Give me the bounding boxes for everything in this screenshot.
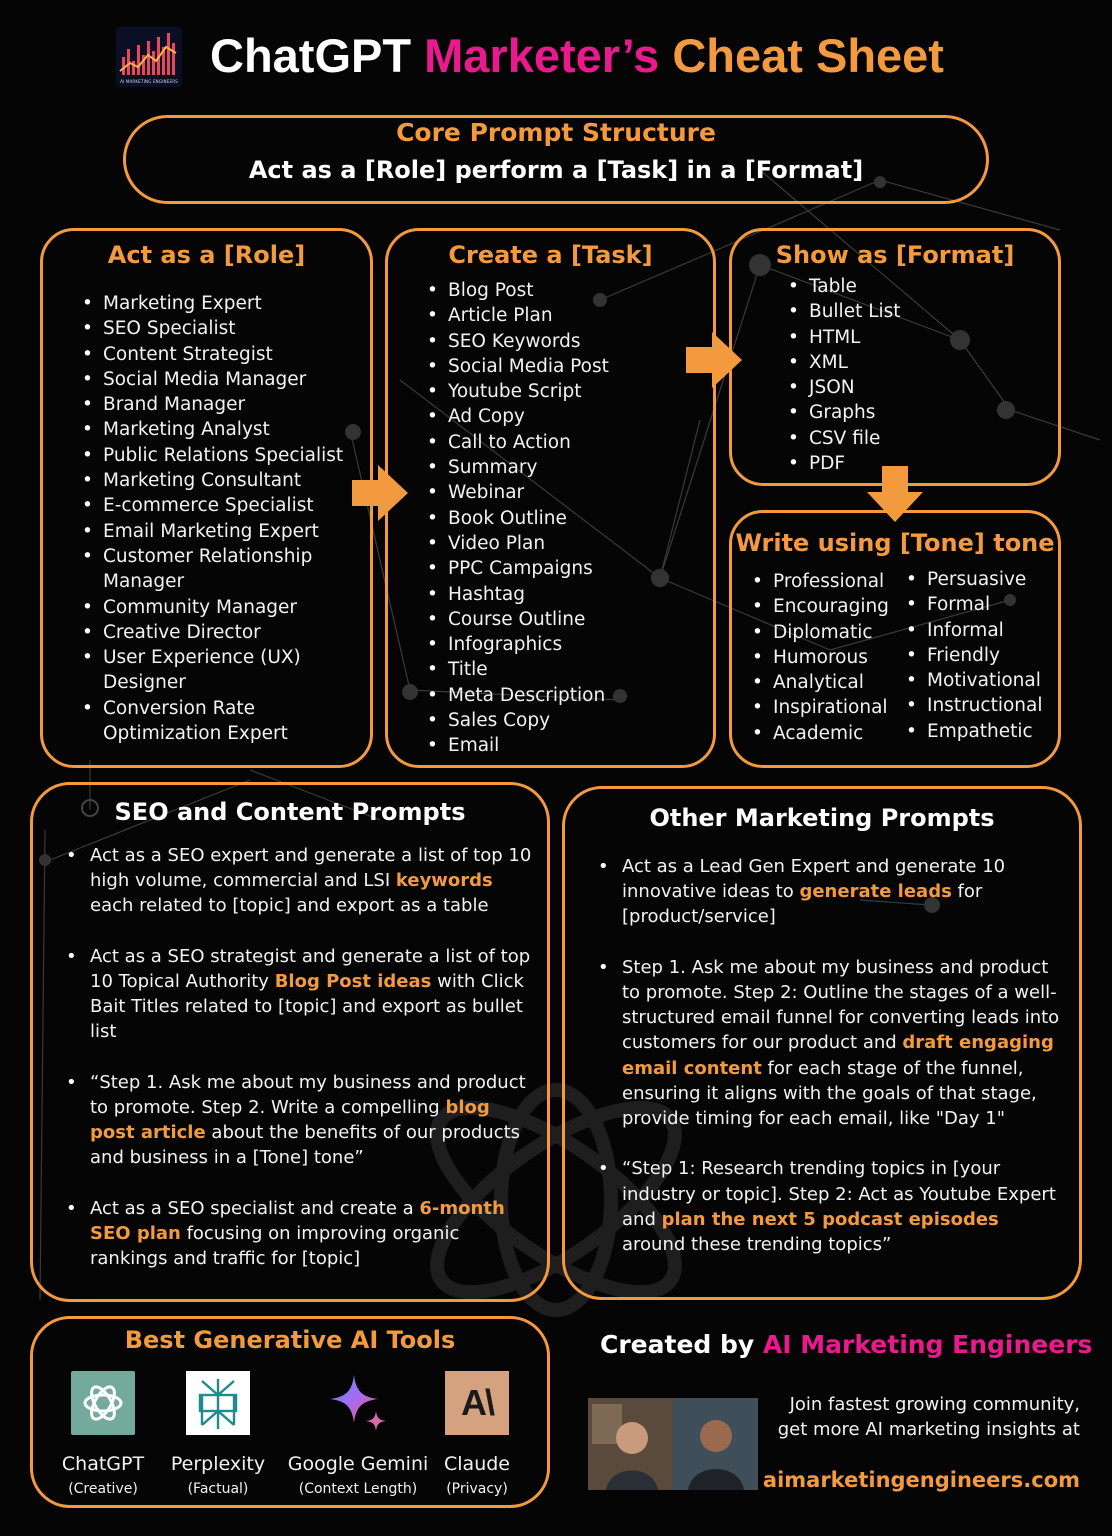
- list-item: • Email: [423, 733, 703, 758]
- core-prompt-title: Core Prompt Structure: [396, 118, 716, 147]
- format-box: [729, 228, 1061, 486]
- list-item: • HTML: [784, 325, 1034, 350]
- list-item: • Humorous: [748, 645, 908, 670]
- list-item: • Brand Manager: [78, 392, 358, 417]
- list-item: • Social Media Manager: [78, 367, 358, 392]
- tool-note: (Context Length): [298, 1481, 418, 1497]
- list-item: • Professional: [748, 569, 908, 594]
- list-item: • Diplomatic: [748, 620, 908, 645]
- role-list: [78, 291, 358, 746]
- role-title: Act as a [Role]: [107, 241, 306, 269]
- seo-prompts-list: [58, 843, 533, 1297]
- list-item: • User Experience (UX) Designer: [78, 645, 313, 696]
- list-item: • Graphs: [784, 400, 1034, 425]
- core-prompt-formula: Act as a [Role] perform a [Task] in a [Format]: [248, 156, 864, 184]
- other-prompts-title: Other Marketing Prompts: [649, 804, 995, 832]
- list-item: • Email Marketing Expert: [78, 519, 358, 544]
- list-item: • Analytical: [748, 670, 908, 695]
- gemini-icon: [326, 1371, 390, 1435]
- format-title: Show as [Format]: [775, 241, 1015, 269]
- creators-photo: [588, 1398, 758, 1490]
- logo-chart-icon: [116, 27, 182, 87]
- tone-title: Write using [Tone] tone: [735, 529, 1055, 557]
- other-prompts-box: [562, 786, 1082, 1300]
- list-item: • SEO Keywords: [423, 329, 703, 354]
- task-title: Create a [Task]: [448, 241, 653, 269]
- list-item: • Public Relations Specialist: [78, 443, 358, 468]
- ai-tools-title: Best Generative AI Tools: [124, 1326, 456, 1354]
- list-item: • Table: [784, 274, 1034, 299]
- list-item: • Encouraging: [748, 594, 908, 619]
- task-box: [385, 228, 716, 768]
- list-item: • Call to Action: [423, 430, 703, 455]
- list-item: • Summary: [423, 455, 703, 480]
- tool-name: Claude: [444, 1453, 510, 1475]
- seo-prompts-title: SEO and Content Prompts: [114, 798, 466, 826]
- tool-note: (Creative): [68, 1481, 138, 1497]
- website-link[interactable]: aimarketingengineers.com: [762, 1468, 1080, 1492]
- prompt-item: • “Step 1: Research trending topics in [your industry or topic]. Step 2: Act as Youtube Expert and plan the next 5 podcast episodes around these trending topics”: [590, 1156, 1060, 1257]
- list-item: • Blog Post: [423, 278, 703, 303]
- list-item: • Academic: [748, 721, 908, 746]
- list-item: • Informal: [902, 618, 1062, 643]
- logo-text: AI MARKETING ENGINEERS: [120, 79, 178, 84]
- list-item: • Video Plan: [423, 531, 703, 556]
- list-item: • Sales Copy: [423, 708, 703, 733]
- tone-list-right: [902, 567, 1062, 744]
- prompt-item: • Step 1. Ask me about my business and product to promote. Step 2: Outline the stages of a well-structured email funnel for converting leads into customers for our product and draft engaging email content for each stage of the funnel, ensuring it aligns with the goals of that stage, provide timing for each email, like "Day 1": [590, 955, 1060, 1131]
- claude-icon: [445, 1371, 509, 1435]
- list-item: • Title: [423, 657, 703, 682]
- list-item: • PDF: [784, 451, 1034, 476]
- list-item: • Infographics: [423, 632, 703, 657]
- list-item: • Conversion Rate Optimization Expert: [78, 696, 333, 747]
- list-item: • Course Outline: [423, 607, 703, 632]
- seo-prompts-box: [30, 782, 550, 1302]
- list-item: • Social Media Post: [423, 354, 703, 379]
- tool-gemini[interactable]: [283, 1371, 433, 1497]
- prompt-item: • Act as a SEO expert and generate a list of top 10 high volume, commercial and LSI keywords each related to [topic] and export as a table: [58, 843, 533, 919]
- list-item: • Hashtag: [423, 582, 703, 607]
- tool-name: Google Gemini: [287, 1453, 429, 1475]
- list-item: • Article Plan: [423, 303, 703, 328]
- tool-chatgpt[interactable]: [53, 1371, 153, 1497]
- list-item: • JSON: [784, 375, 1034, 400]
- list-item: • SEO Specialist: [78, 316, 358, 341]
- list-item: • Webinar: [423, 480, 703, 505]
- tool-perplexity[interactable]: [163, 1371, 273, 1497]
- list-item: • Customer Relationship Manager: [78, 544, 323, 595]
- list-item: • Youtube Script: [423, 379, 703, 404]
- list-item: • Community Manager: [78, 595, 358, 620]
- prompt-item: • “Step 1. Ask me about my business and product to promote. Step 2. Write a compelling blog post article about the benefits of our products and business in a [Tone] tone”: [58, 1070, 533, 1171]
- list-item: • Formal: [902, 592, 1062, 617]
- list-item: • Content Strategist: [78, 342, 358, 367]
- page-title: ChatGPT Marketer’s Cheat Sheet: [210, 29, 944, 82]
- claude-logo-text: A\: [461, 1382, 493, 1423]
- list-item: • Marketing Consultant: [78, 468, 358, 493]
- ai-tools-box: [30, 1316, 550, 1508]
- role-box: [40, 228, 373, 768]
- prompt-item: • Act as a SEO specialist and create a 6-month SEO plan focusing on improving organic rankings and traffic for [topic]: [58, 1196, 533, 1272]
- tool-claude[interactable]: [427, 1371, 527, 1497]
- list-item: • Bullet List: [784, 299, 1034, 324]
- list-item: • Ad Copy: [423, 404, 703, 429]
- task-list: [423, 278, 703, 759]
- list-item: • Instructional: [902, 693, 1062, 718]
- brand-logo: [116, 27, 182, 87]
- list-item: • E-commerce Specialist: [78, 493, 358, 518]
- list-item: • Empathetic: [902, 719, 1062, 744]
- list-item: • Book Outline: [423, 506, 703, 531]
- tool-name: Perplexity: [170, 1453, 266, 1475]
- format-list: [784, 274, 1034, 476]
- perplexity-icon: [186, 1371, 250, 1435]
- created-by: Created by AI Marketing Engineers: [600, 1330, 1093, 1359]
- list-item: • XML: [784, 350, 1034, 375]
- list-item: • Creative Director: [78, 620, 358, 645]
- join-line-2: get more AI marketing insights at: [777, 1419, 1080, 1440]
- list-item: • Inspirational: [748, 695, 908, 720]
- tool-note: (Privacy): [446, 1481, 508, 1497]
- list-item: • Motivational: [902, 668, 1062, 693]
- tone-list-left: [748, 569, 908, 746]
- prompt-item: • Act as a SEO strategist and generate a list of top 10 Topical Authority Blog Post ideas with Click Bait Titles related to [topic] and export as bullet list: [58, 944, 533, 1045]
- tone-box: [729, 510, 1061, 768]
- chatgpt-icon: [71, 1371, 135, 1435]
- tool-note: (Factual): [187, 1481, 249, 1497]
- list-item: • CSV file: [784, 426, 1034, 451]
- tool-name: ChatGPT: [61, 1453, 145, 1475]
- join-line-1: Join fastest growing community,: [789, 1394, 1080, 1415]
- join-text: [770, 1392, 1080, 1442]
- other-prompts-list: [590, 854, 1060, 1282]
- list-item: • Friendly: [902, 643, 1062, 668]
- list-item: • PPC Campaigns: [423, 556, 703, 581]
- list-item: • Persuasive: [902, 567, 1062, 592]
- list-item: • Marketing Expert: [78, 291, 358, 316]
- list-item: • Marketing Analyst: [78, 417, 358, 442]
- list-item: • Meta Description: [423, 683, 703, 708]
- prompt-item: • Act as a Lead Gen Expert and generate 10 innovative ideas to generate leads for [product/service]: [590, 854, 1060, 930]
